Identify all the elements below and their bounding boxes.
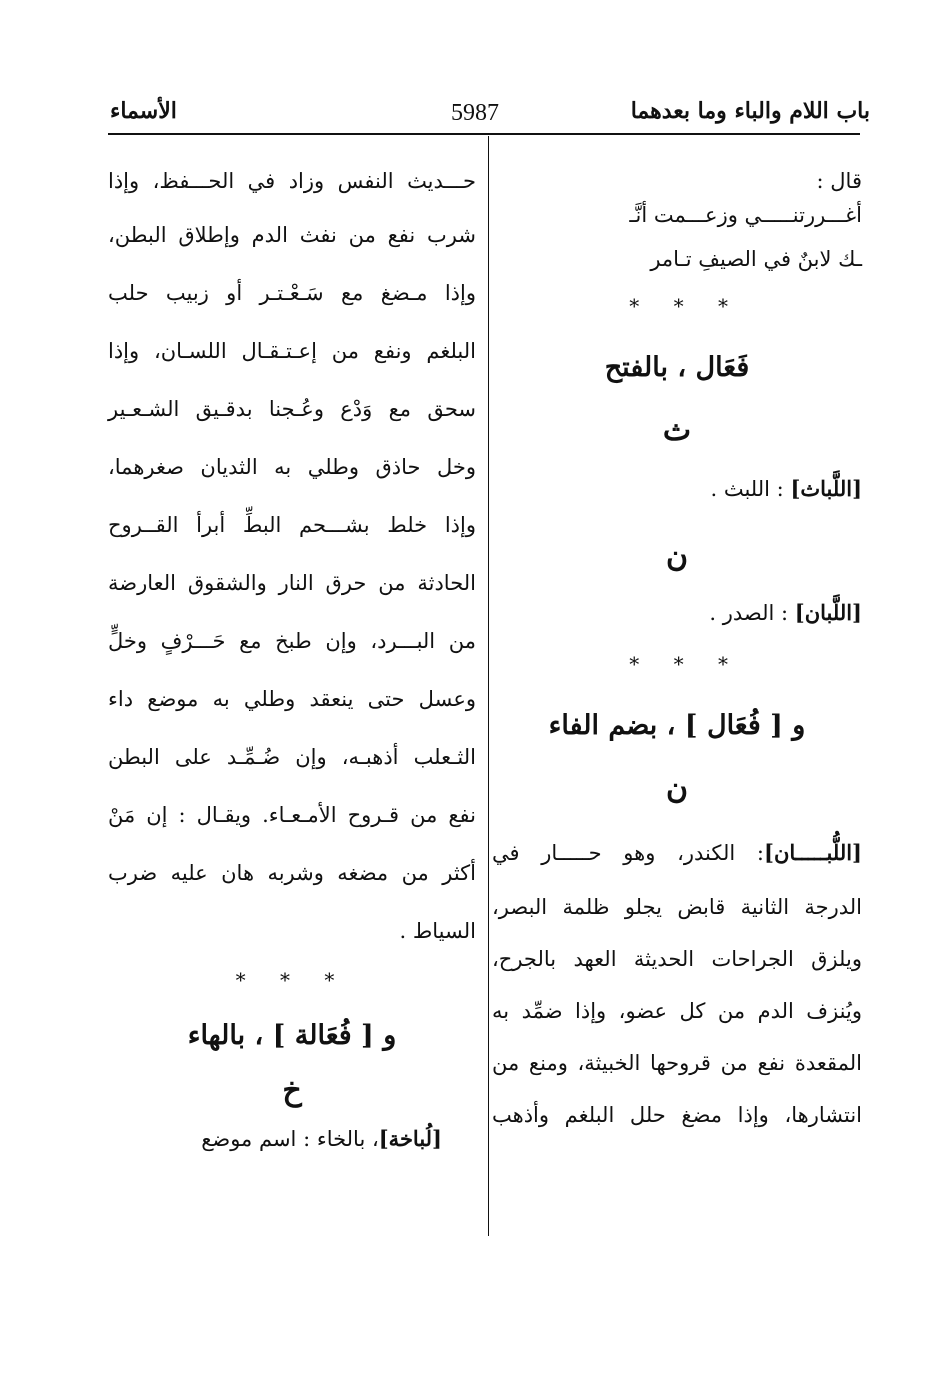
- text-line: البلغم ونفع من إعـتـقـال اللسـان، وإذا: [108, 339, 476, 363]
- entry-definition: : اللبث .: [710, 477, 784, 501]
- entry-definition: : الكندر، وهو حـــــار في: [492, 841, 765, 865]
- header-title-left: الأسماء: [110, 98, 177, 124]
- right-column: [492, 168, 862, 1128]
- text-line: وإذا خلط بشـــحم البطِّ أبرأ القــروح: [108, 513, 476, 537]
- text-line: وعسل حتى ينعقد وطلي به موضع داء: [108, 687, 476, 711]
- qala-label: قال :: [816, 169, 862, 193]
- text-line: الثـعلب أذهبـه، وإن ضُـمِّـد على البطن: [108, 745, 476, 769]
- entry-lubakha: [108, 1126, 476, 1152]
- section-stars-3: * * *: [235, 968, 349, 992]
- header-title-right: باب اللام والباء وما بعدهما: [630, 98, 870, 124]
- text-line: الدرجة الثانية قابض يجلو ظلمة البصر،: [492, 895, 862, 919]
- entry-word: [لُباخة]: [378, 1126, 442, 1151]
- entry-word: [اللُّبـــــان]: [764, 840, 862, 865]
- text-line: ويلزق الجراحات الحديثة العهد بالجرح،: [492, 947, 862, 971]
- text-line: الحادثة من حرق النار والشقوق العارضة: [108, 571, 476, 595]
- section-stars-2: * * *: [629, 652, 742, 676]
- section-stars-1: * * *: [629, 294, 742, 318]
- entry-al-luban-first-line: [492, 840, 862, 870]
- text-line: حـــديث النفس وزاد في الحـــفظ، وإذا: [108, 169, 476, 193]
- section-heading-fa-al: فَعَال ، بالفتح: [604, 352, 750, 383]
- header-rule: [108, 133, 860, 135]
- entry-word: [اللَّباث]: [790, 476, 862, 501]
- entry-word: [اللَّبان]: [794, 600, 862, 625]
- text-line: المقعدة نفع من قروحها الخبيثة، ومنع من: [492, 1051, 862, 1075]
- left-column: [108, 168, 476, 1152]
- text-line: نفع من قـروح الأمـعـاء. ويقـال : إن مَنْ: [108, 803, 476, 827]
- text-line: انتشارها، وإذا مضغ حلل البلغم وأذهب: [492, 1103, 862, 1127]
- text-line: وإذا مـضغ مع سَـعْـتـر أو زبيب حلب: [108, 281, 476, 305]
- text-line: أكثر من مضغه وشربه هان عليه ضرب: [108, 861, 476, 885]
- entry-definition: ، بالخاء : اسم موضع: [201, 1127, 379, 1151]
- verse-line-2: ـك لابنٌ في الصيفِ تـامر: [650, 247, 862, 271]
- section-heading-fu-al: و [ فُعَال ] ، بضم الفاء: [548, 710, 806, 741]
- verse-line-1: أغـــررتنـــــي وزعـــمت أنَّـ: [629, 203, 862, 227]
- page-number: 5987: [451, 100, 499, 126]
- entry-al-laban: [492, 600, 862, 626]
- text-line: سحق مع وَدْع وعُـجنا بدقـيق الشـعـير: [108, 397, 476, 421]
- text-line: شرب نفع من نفث الدم وإطلاق البطن،: [108, 223, 476, 247]
- section-heading-fu-ala: و [ فُعَالة ] ، بالهاء: [187, 1020, 397, 1051]
- column-divider: [488, 136, 489, 1236]
- letter-heading-nun-2: ن: [665, 771, 689, 806]
- text-line: من البـــرد، وإن طبخ مع حَـــرْفٍ وخلٍّ: [108, 629, 476, 653]
- letter-heading-nun-1: ن: [665, 539, 689, 574]
- entry-definition: : الصدر .: [709, 601, 789, 625]
- letter-heading-kha: خ: [282, 1073, 302, 1108]
- text-line: وخل حاذق وطلي به الثديان صغرهما،: [108, 455, 476, 479]
- entry-al-labath: [492, 476, 862, 502]
- text-line-last: السياط .: [399, 919, 476, 943]
- text-line: ويُنزف الدم من كل عضو، وإذا ضمِّد به: [492, 999, 862, 1023]
- letter-heading-tha: ث: [662, 413, 692, 448]
